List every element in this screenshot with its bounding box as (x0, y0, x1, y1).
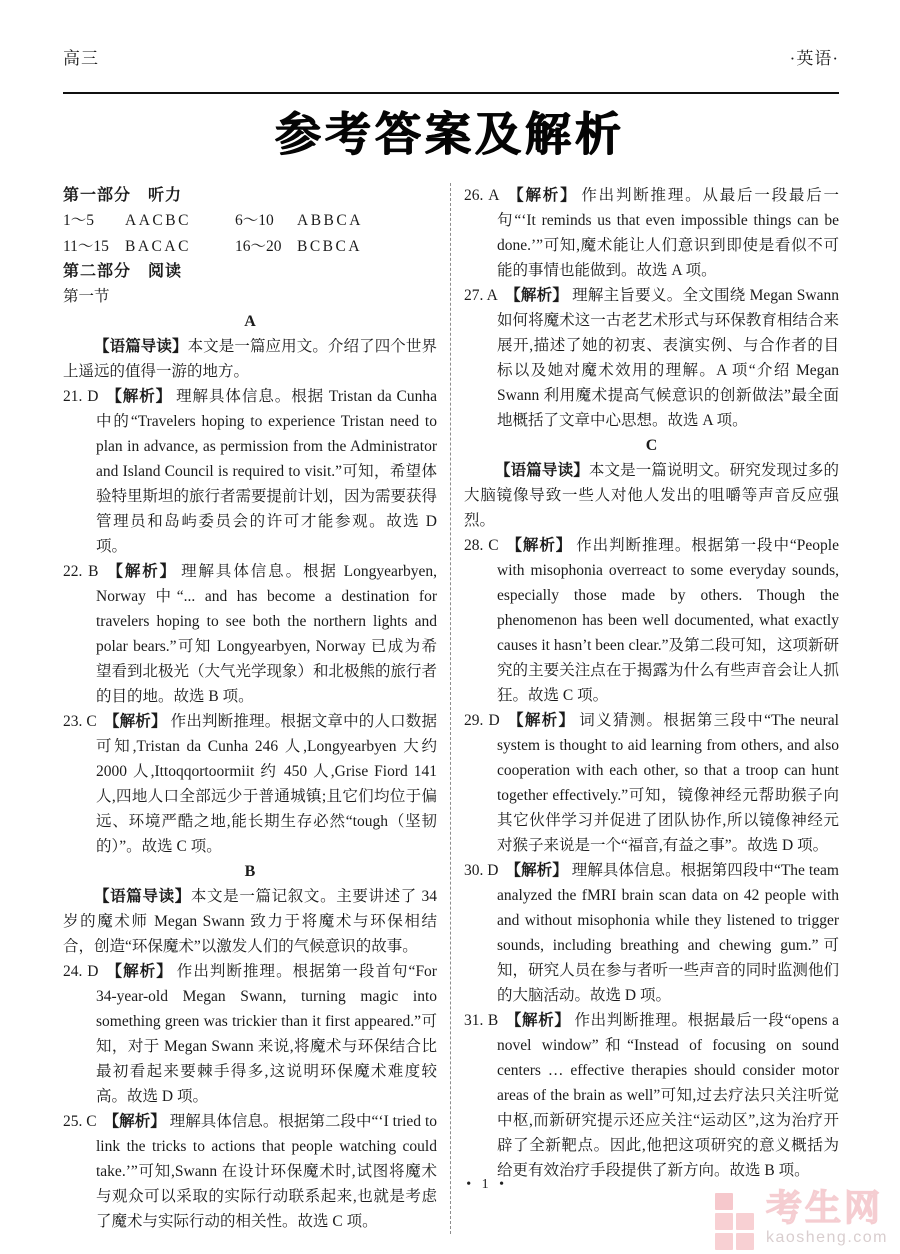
intro-text: 本文是一篇记叙文。主要讲述了 34 岁的魔术师 Megan Swann 致力于将魔术与环保相结合，创造“环保魔术”以激发人们的气候意识的故事。 (63, 888, 437, 955)
logo-block (715, 1193, 733, 1210)
analysis-label: 【解析】 (505, 537, 573, 554)
analysis-label: 【解析】 (103, 1113, 166, 1130)
answer-letters: BACAC (125, 237, 191, 255)
answer-range-row (235, 208, 437, 234)
logo-block (715, 1213, 733, 1230)
page-header (63, 44, 839, 69)
analysis-label: 【解析】 (105, 563, 178, 580)
logo-block (736, 1213, 754, 1230)
answer-letters: BCBCA (297, 237, 363, 255)
answer-range: 16～20 (235, 237, 282, 255)
analysis-label: 【解析】 (105, 963, 173, 980)
passage-c-intro (464, 458, 839, 533)
item-body: 理解主旨要义。全文围绕 Megan Swann 如何将魔术这一古老艺术形式与环保教育相结合来展开,描述了她的初衷、表演实例、与合作者的目标以及她对魔术效用的理解。A 项“介绍 Megan Swann 利用魔术提高气候意识的创新做法”最全面地概括了文章中心思想。故选 A 项。 (497, 287, 839, 429)
analysis-label: 【解析】 (105, 388, 173, 405)
item-number: 26. A (464, 187, 500, 204)
answer-item-31 (464, 1008, 839, 1183)
watermark-site-name: 考生网 (765, 1187, 883, 1228)
answer-range: 6～10 (235, 212, 274, 229)
answer-item-27 (464, 283, 839, 433)
answer-range-row (63, 234, 235, 260)
answer-item-28 (464, 533, 839, 708)
item-number: 25. C (63, 1113, 97, 1130)
header-subject-label: ·英语· (789, 49, 839, 68)
intro-label: 【语篇导读】 (94, 338, 188, 355)
logo-block-gap (736, 1193, 754, 1210)
intro-label: 【语篇导读】 (94, 888, 191, 905)
item-number: 28. C (464, 537, 499, 554)
item-number: 23. C (63, 713, 97, 730)
analysis-label: 【解析】 (505, 1012, 571, 1029)
analysis-label: 【解析】 (504, 287, 569, 304)
answer-item-23 (63, 709, 437, 859)
analysis-label: 【解析】 (506, 187, 578, 204)
intro-text: 本文是一篇说明文。研究发现过多的大脑镜像导致一些人对他人发出的咀嚼等声音反应强烈。 (464, 462, 839, 529)
part2-heading: 第二部分 阅读 (63, 263, 183, 280)
header-grade-label: 高三 (63, 49, 99, 68)
item-body: 作出判断推理。从最后一段最后一句“‘It reminds us that even impossible things can be done.’”可知,魔术能让人们意识到即使是看似不可能的事情也能做到。故选 A 项。 (497, 187, 839, 279)
item-number: 22. B (63, 563, 99, 580)
item-body: 理解具体信息。根据 Longyearbyen, Norway 中“... and has become a destination for travelers hoping to see both the northern lights and polar bears.”可知 Longyearbyen, Norway 已成为希望看到北极光（大气光学现象）和北极熊的旅行者的目的地。故选 B 项。 (96, 563, 438, 705)
answer-item-30 (464, 858, 839, 1008)
kaosheng-watermark (715, 1189, 888, 1250)
item-body: 理解具体信息。根据第二段中“‘I tried to link the tricks to actions that people watching could take.’”可知,Swann 在设计环保魔术时,试图将魔术与观众可以采取的实际行动联系起来,也就是考虑了魔术与实际行动的相关性。故选 C 项。 (96, 1113, 437, 1230)
answer-columns (63, 183, 839, 1234)
intro-text: 本文是一篇应用文。介绍了四个世界上遥远的值得一游的地方。 (63, 338, 437, 380)
watermark-text (766, 1189, 888, 1247)
answer-letters: AACBC (125, 212, 191, 229)
answer-range-row (63, 208, 235, 234)
item-number: 30. D (464, 862, 499, 879)
analysis-label: 【解析】 (505, 862, 568, 879)
header-rule (63, 92, 839, 94)
passage-a-intro (63, 334, 437, 384)
answer-letters: ABBCA (297, 212, 363, 229)
item-body: 作出判断推理。根据第一段首句“For 34-year-old Megan Swann, turning magic into something green was trickier than it first appeared.”可知，对于 Megan Swann 来说,将魔术与环保结合比最初看起来要棘手得多,这说明环保魔术难度较高。故选 D 项。 (96, 963, 437, 1105)
page-number: • 1 • (466, 1177, 504, 1192)
analysis-label: 【解析】 (103, 713, 167, 730)
answer-item-22 (63, 559, 437, 709)
item-number: 21. D (63, 388, 99, 405)
passage-b-letter: B (244, 863, 256, 880)
logo-block (715, 1233, 733, 1250)
item-number: 31. B (464, 1012, 499, 1029)
left-column (63, 183, 451, 1234)
item-body: 词义猜测。根据第三段中“The neural system is thought to aid learning from others, and also cooperation with each other, so that a troop can hunt together effectively.”可知，镜像神经元帮助猴子向其它伙伴学习并促进了团队协作,所以镜像神经元对猴子来说是一个“福音,有益之事”。故选 D 项。 (497, 712, 839, 854)
answer-range: 1～5 (63, 212, 95, 229)
part1-heading: 第一部分 听力 (63, 187, 183, 204)
right-column (451, 183, 839, 1234)
item-number: 24. D (63, 963, 99, 980)
analysis-label: 【解析】 (506, 712, 576, 729)
item-body: 作出判断推理。根据第一段中“People with misophonia overreact to some everyday sounds, especially those made by others. Though the phenomenon has been well documented, what exactly causes it hasn’t been clear.”及第二段可知，这项新研究的主要关注点在于揭露为什么有些声音会让人抓狂。故选 C 项。 (497, 537, 839, 704)
passage-b-intro (63, 884, 437, 959)
item-number: 27. A (464, 287, 498, 304)
answer-item-25 (63, 1109, 437, 1234)
answer-range-row (235, 234, 437, 260)
item-body: 作出判断推理。根据文章中的人口数据可知,Tristan da Cunha 246 人,Longyearbyen 大约 2000 人,Ittoqqortoormiit 约 450 人,Grise Fiord 141 人,四地人口全部远少于普通城镇;且它们均位于偏远、环境严酷之地,能长期生存必然“tough（坚韧的）”。故选 C 项。 (96, 713, 437, 855)
answer-range: 11～15 (63, 237, 109, 255)
item-body: 理解具体信息。根据第四段中“The team analyzed the fMRI brain scan data on 42 people with and without misophonia while they listened to trigger sounds, including breathing and chewing gum.”可知，研究人员在参与者听一些声音的同时监测他们的大脑活动。故选 D 项。 (497, 862, 839, 1004)
item-body: 作出判断推理。根据最后一段“opens a novel window”和“Instead of focusing on sound centers … effective therapies should consider motor areas of the brain as well”可知,过去疗法只关注听觉中枢,而新研究提示还应关注“运动区”,这为治疗开辟了全新靶点。因此,他把这项研究的意义概括为给更有效治疗手段提供了新方向。故选 B 项。 (497, 1012, 839, 1179)
item-number: 29. D (464, 712, 500, 729)
answer-item-29 (464, 708, 839, 858)
intro-label: 【语篇导读】 (495, 462, 589, 479)
item-body: 理解具体信息。根据 Tristan da Cunha 中的“Travelers hoping to experience Tristan need to plan in advance, as permission from the Administrator and Island Council is required to visit.”可知，希望体验特里斯坦的旅行者需要提前计划，因为需要获得管理员和岛屿委员会的许可才能参观。故选 D 项。 (96, 388, 438, 555)
passage-c-letter: C (645, 437, 658, 454)
page-title: 参考答案及解析 (275, 108, 625, 160)
listening-answer-grid (63, 208, 437, 259)
answer-item-21 (63, 384, 437, 559)
answer-item-26 (464, 183, 839, 283)
passage-a-letter: A (244, 313, 256, 330)
logo-block (736, 1233, 754, 1250)
section1-label: 第一节 (63, 288, 110, 305)
watermark-site-domain: kaosheng.com (765, 1229, 888, 1246)
kaosheng-logo-icon (715, 1193, 754, 1250)
answer-item-24 (63, 959, 437, 1109)
